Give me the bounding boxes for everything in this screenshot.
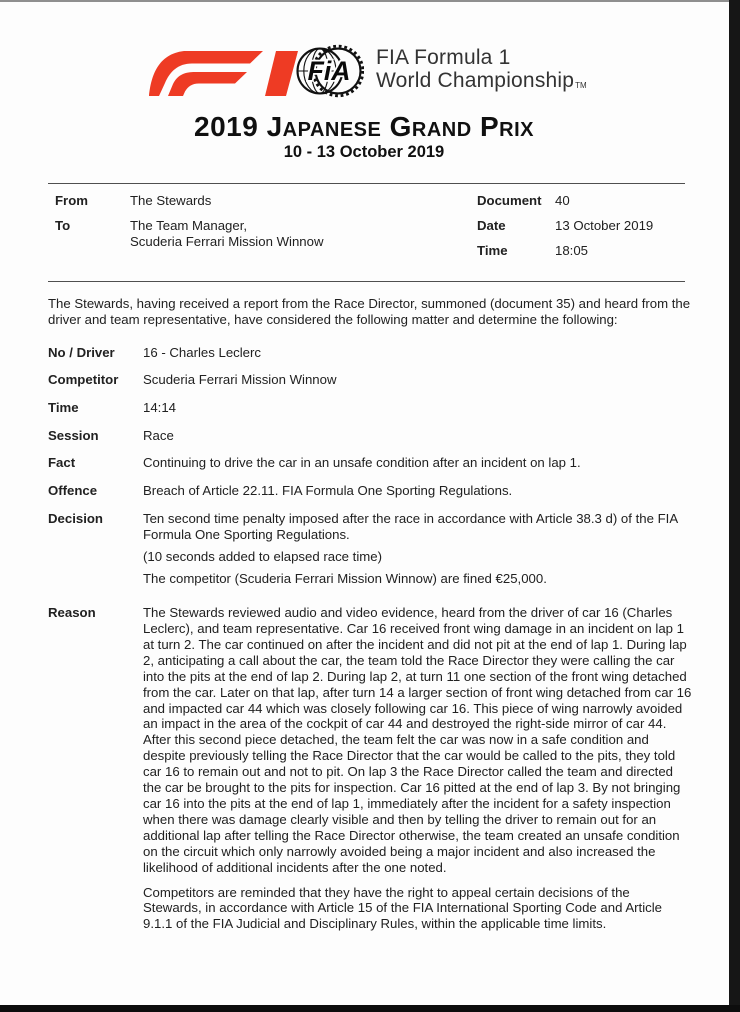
page-bottom-edge (0, 1005, 740, 1012)
field-label: Fact (48, 455, 76, 471)
field-row-decision (48, 511, 740, 594)
wordmark-line1: FIA Formula 1 (376, 45, 511, 69)
time-label: Time (477, 243, 508, 258)
f1-logo-inner-swoosh (168, 72, 247, 96)
document-row (477, 193, 653, 209)
title-block (0, 112, 740, 162)
field-value (143, 605, 692, 941)
decision-fields (48, 345, 740, 942)
field-row-no-driver (48, 345, 740, 361)
fia-wordmark (376, 46, 587, 97)
field-value: Continuing to drive the car in an unsafe condition after an incident on lap 1. (143, 455, 581, 471)
field-value: 16 - Charles Leclerc (143, 344, 262, 360)
date-value: 13 October 2019 (555, 218, 654, 233)
page-right-edge (729, 0, 740, 1012)
divider-bottom (48, 281, 685, 282)
field-label: Time (48, 400, 79, 415)
field-value: Scuderia Ferrari Mission Winnow (143, 372, 337, 388)
reason-paragraph: Competitors are reminded that they have the right to appeal certain decisions of the Stewards, in accordance with Article 15 of the FIA International Sporting Code and Article 9.1.1 of the FIA Judicial and Disciplinary Rules, within the applicable time limits. (143, 884, 662, 932)
field-row-time (48, 400, 740, 416)
masthead (0, 0, 740, 108)
time-row (477, 243, 653, 259)
event-dates: 10 - 13 October 2019 (283, 143, 445, 161)
field-row-competitor (48, 372, 740, 388)
field-label: Session (48, 427, 99, 443)
field-value: Race (143, 427, 174, 443)
wordmark-line2: World ChampionshipTM (376, 68, 587, 92)
field-label: Offence (48, 483, 98, 499)
date-label: Date (477, 218, 506, 233)
from-row (48, 193, 477, 209)
date-row (477, 218, 653, 234)
decision-paragraph: (10 seconds added to elapsed race time) (143, 549, 382, 565)
f1-logo-icon (148, 45, 298, 97)
field-row-reason (48, 605, 740, 941)
field-label: No / Driver (48, 344, 115, 360)
reason-paragraph: The Stewards reviewed audio and video evidence, heard from the driver of car 16 (Charles Leclerc), and team representative. Car 16 received front wing damage in an incident on lap 1 at turn 2. The car continued on after the incident and did not pit at the end of lap 1. During lap 2, anticipating a call about the car, the team told the Race Director they were calling the car into the pits at the end of lap 2. During lap 2, at turn 11 one section of the front wing detached from the car. Later on that lap, after turn 14 a larger section of front wing detached from car 16 and impacted car 44 which was closely following car 16. This piece of wing narrowly avoided an impact in the area of the cockpit of car 44 and destroyed the right-side mirror of car 44. After this second piece detached, the team felt the car was now in a safe condition and despite previously telling the Race Director that the car would be called to the pits, they told car 16 to remain out and not to pit. On lap 3 the Race Director called the team and directed the car be brought to the pits for inspection. Car 16 pitted at the end of lap 3. By not bringing car 16 into the pits at the end of lap 1, immediately after the incident for a safety inspection when there was damage clearly visible and then by telling the driver to remain out for an additional lap after telling the Race Director otherwise, the team created an unsafe condition on the circuit which only narrowly avoided being a major incident and also increased the likelihood of additional incidents after the one noted. (143, 605, 692, 875)
document-label: Document (477, 193, 542, 208)
decision-paragraph: The competitor (Scuderia Ferrari Mission Winnow) are fined €25,000. (143, 571, 547, 587)
meta-table (0, 184, 685, 281)
from-label: From (55, 193, 88, 208)
field-label: Competitor (48, 372, 119, 388)
field-value: 14:14 (143, 400, 177, 415)
field-value: Breach of Article 22.11. FIA Formula One Sporting Regulations. (143, 483, 513, 499)
field-row-fact (48, 455, 740, 471)
fia-emblem-text: FiA (307, 56, 351, 87)
to-row (48, 218, 477, 250)
field-row-session (48, 428, 740, 444)
meta-left-column (48, 193, 477, 268)
event-title: 2019 Japanese Grand Prix (194, 111, 534, 142)
trademark-symbol: TM (575, 80, 587, 90)
intro-paragraph: The Stewards, having received a report from the Race Director, summoned (document 35) and heard from the driver and team representative, have considered the following matter and determine the following: (48, 296, 691, 328)
document-value: 40 (555, 193, 570, 208)
decision-paragraph: Ten second time penalty imposed after the race in accordance with Article 38.3 d) of the FIA Formula One Sporting Regulations. (143, 510, 678, 543)
field-row-offence (48, 483, 740, 499)
time-value: 18:05 (555, 243, 589, 258)
field-value (143, 511, 692, 594)
field-label: Decision (48, 510, 103, 526)
to-value: The Team Manager, Scuderia Ferrari Mission Winnow (130, 218, 324, 249)
fia-emblem-icon (294, 35, 364, 107)
page-top-edge (0, 0, 740, 2)
to-label: To (55, 218, 71, 233)
meta-right-column (477, 193, 653, 268)
field-label: Reason (48, 605, 96, 621)
from-value: The Stewards (130, 193, 212, 208)
